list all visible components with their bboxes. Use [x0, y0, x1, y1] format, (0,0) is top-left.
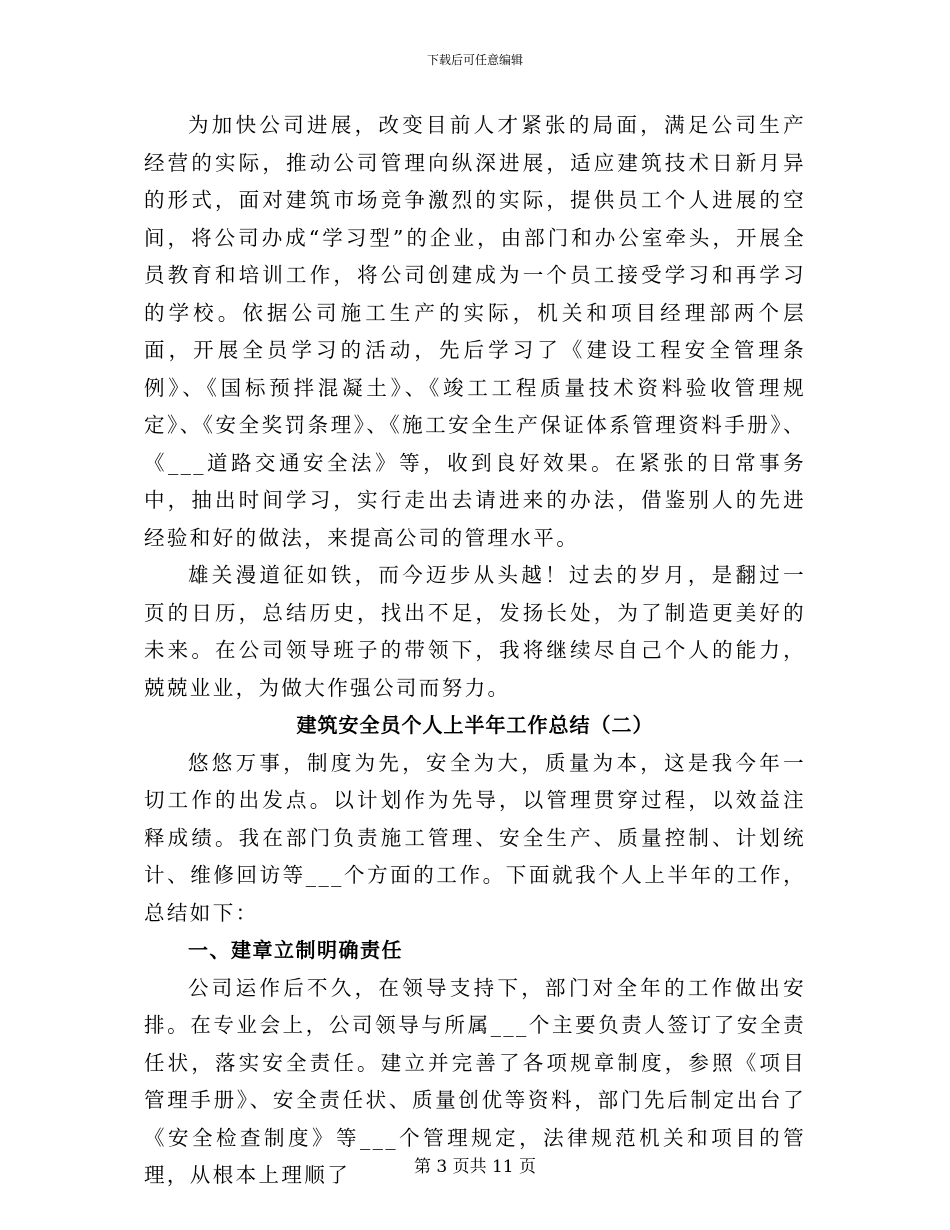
page-number-footer: 第 3 页共 11 页 — [413, 1157, 537, 1177]
document-body — [144, 107, 806, 1195]
paragraph-rules-responsibility: 公司运作后不久，在领导支持下，部门对全年的工作做出安排。在专业会上，公司领导与所属___个主要负责人签订了安全责任状，落实安全责任。建立并完善了各项规章制度，参照《项目管理手册》、安全责任状、质量创优等资料，部门先后制定出台了《安全检查制度》等___个管理规定，法律规范机关和项目的管理，从根本上理顺了 — [144, 975, 806, 1187]
paragraph-closing-remarks: 雄关漫道征如铁，而今迈步从头越！过去的岁月，是翻过一页的日历，总结历史，找出不足，发扬长处，为了制造更美好的未来。在公司领导班子的带领下，我将继续尽自己个人的能力，兢兢业业，为做大作强公司而努力。 — [144, 563, 806, 700]
paragraph-introduction: 悠悠万事，制度为先，安全为大，质量为本，这是我今年一切工作的出发点。以计划作为先导，以管理贯穿过程，以效益注释成绩。我在部门负责施工管理、安全生产、质量控制、计划统计、维修回访等___个方面的工作。下面就我个人上半年的工作，总结如下： — [144, 750, 806, 925]
sub-heading-rules-responsibility: 一、建章立制明确责任 — [188, 938, 403, 962]
section-title: 建筑安全员个人上半年工作总结（二） — [296, 713, 654, 737]
page-header: 下载后可任意编辑 — [426, 53, 523, 67]
paragraph-learning-initiative: 为加快公司进展，改变目前人才紧张的局面，满足公司生产经营的实际，推动公司管理向纵深进展，适应建筑技术日新月异的形式，面对建筑市场竞争激烈的实际，提供员工个人进展的空间，将公司办成“学习型”的企业，由部门和办公室牵头，开展全员教育和培训工作，将公司创建成为一个员工接受学习和再学习的学校。依据公司施工生产的实际，机关和项目经理部两个层面，开展全员学习的活动，先后学习了《建设工程安全管理条例》、《国标预拌混凝土》、《竣工工程质量技术资料验收管理规定》、《安全奖罚条理》、《施工安全生产保证体系管理资料手册》、《___道路交通安全法》等，收到良好效果。在紧张的日常事务中，抽出时间学习，实行走出去请进来的办法，借鉴别人的先进经验和好的做法，来提高公司的管理水平。 — [144, 113, 806, 550]
